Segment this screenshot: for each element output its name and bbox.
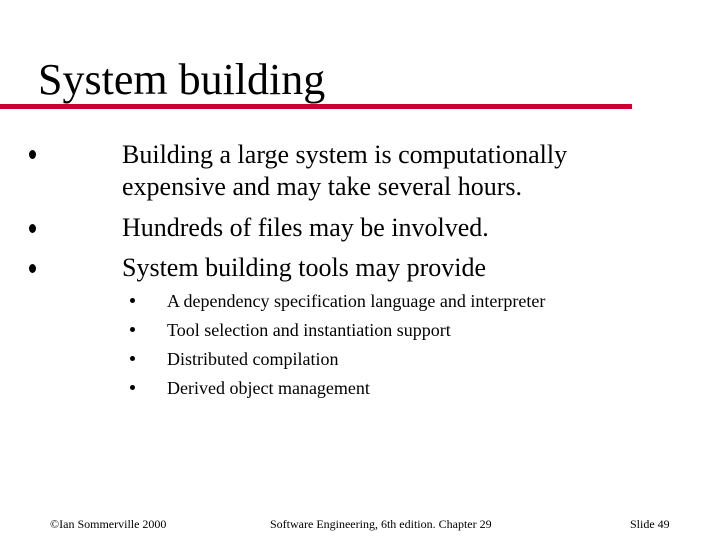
slide-title: System building [38, 55, 326, 104]
title-underline [0, 104, 632, 109]
sub-bullet-marker [130, 298, 135, 303]
bullet-2: Hundreds of files may be involved. [122, 213, 489, 242]
bullet-1-line-2: expensive and may take several hours. [122, 172, 522, 201]
footer-book-title: Software Engineering, 6th edition. Chapter 29 [270, 517, 492, 531]
bullet-3: System building tools may provide [122, 253, 486, 282]
bullet-marker [29, 264, 36, 273]
bullet-marker [29, 224, 36, 233]
sub-bullet-3: Distributed compilation [167, 349, 339, 369]
footer-copyright: ©Ian Sommerville 2000 [50, 517, 167, 531]
footer-slide-number: Slide 49 [630, 517, 670, 531]
bullet-1-line-1: Building a large system is computationally [122, 140, 568, 169]
sub-bullet-marker [130, 327, 135, 332]
sub-bullet-1: A dependency specification language and interpreter [167, 291, 546, 311]
sub-bullet-marker [130, 385, 135, 390]
bullet-marker [29, 150, 36, 159]
sub-bullet-4: Derived object management [167, 378, 370, 398]
sub-bullet-marker [130, 356, 135, 361]
sub-bullet-2: Tool selection and instantiation support [167, 320, 451, 340]
